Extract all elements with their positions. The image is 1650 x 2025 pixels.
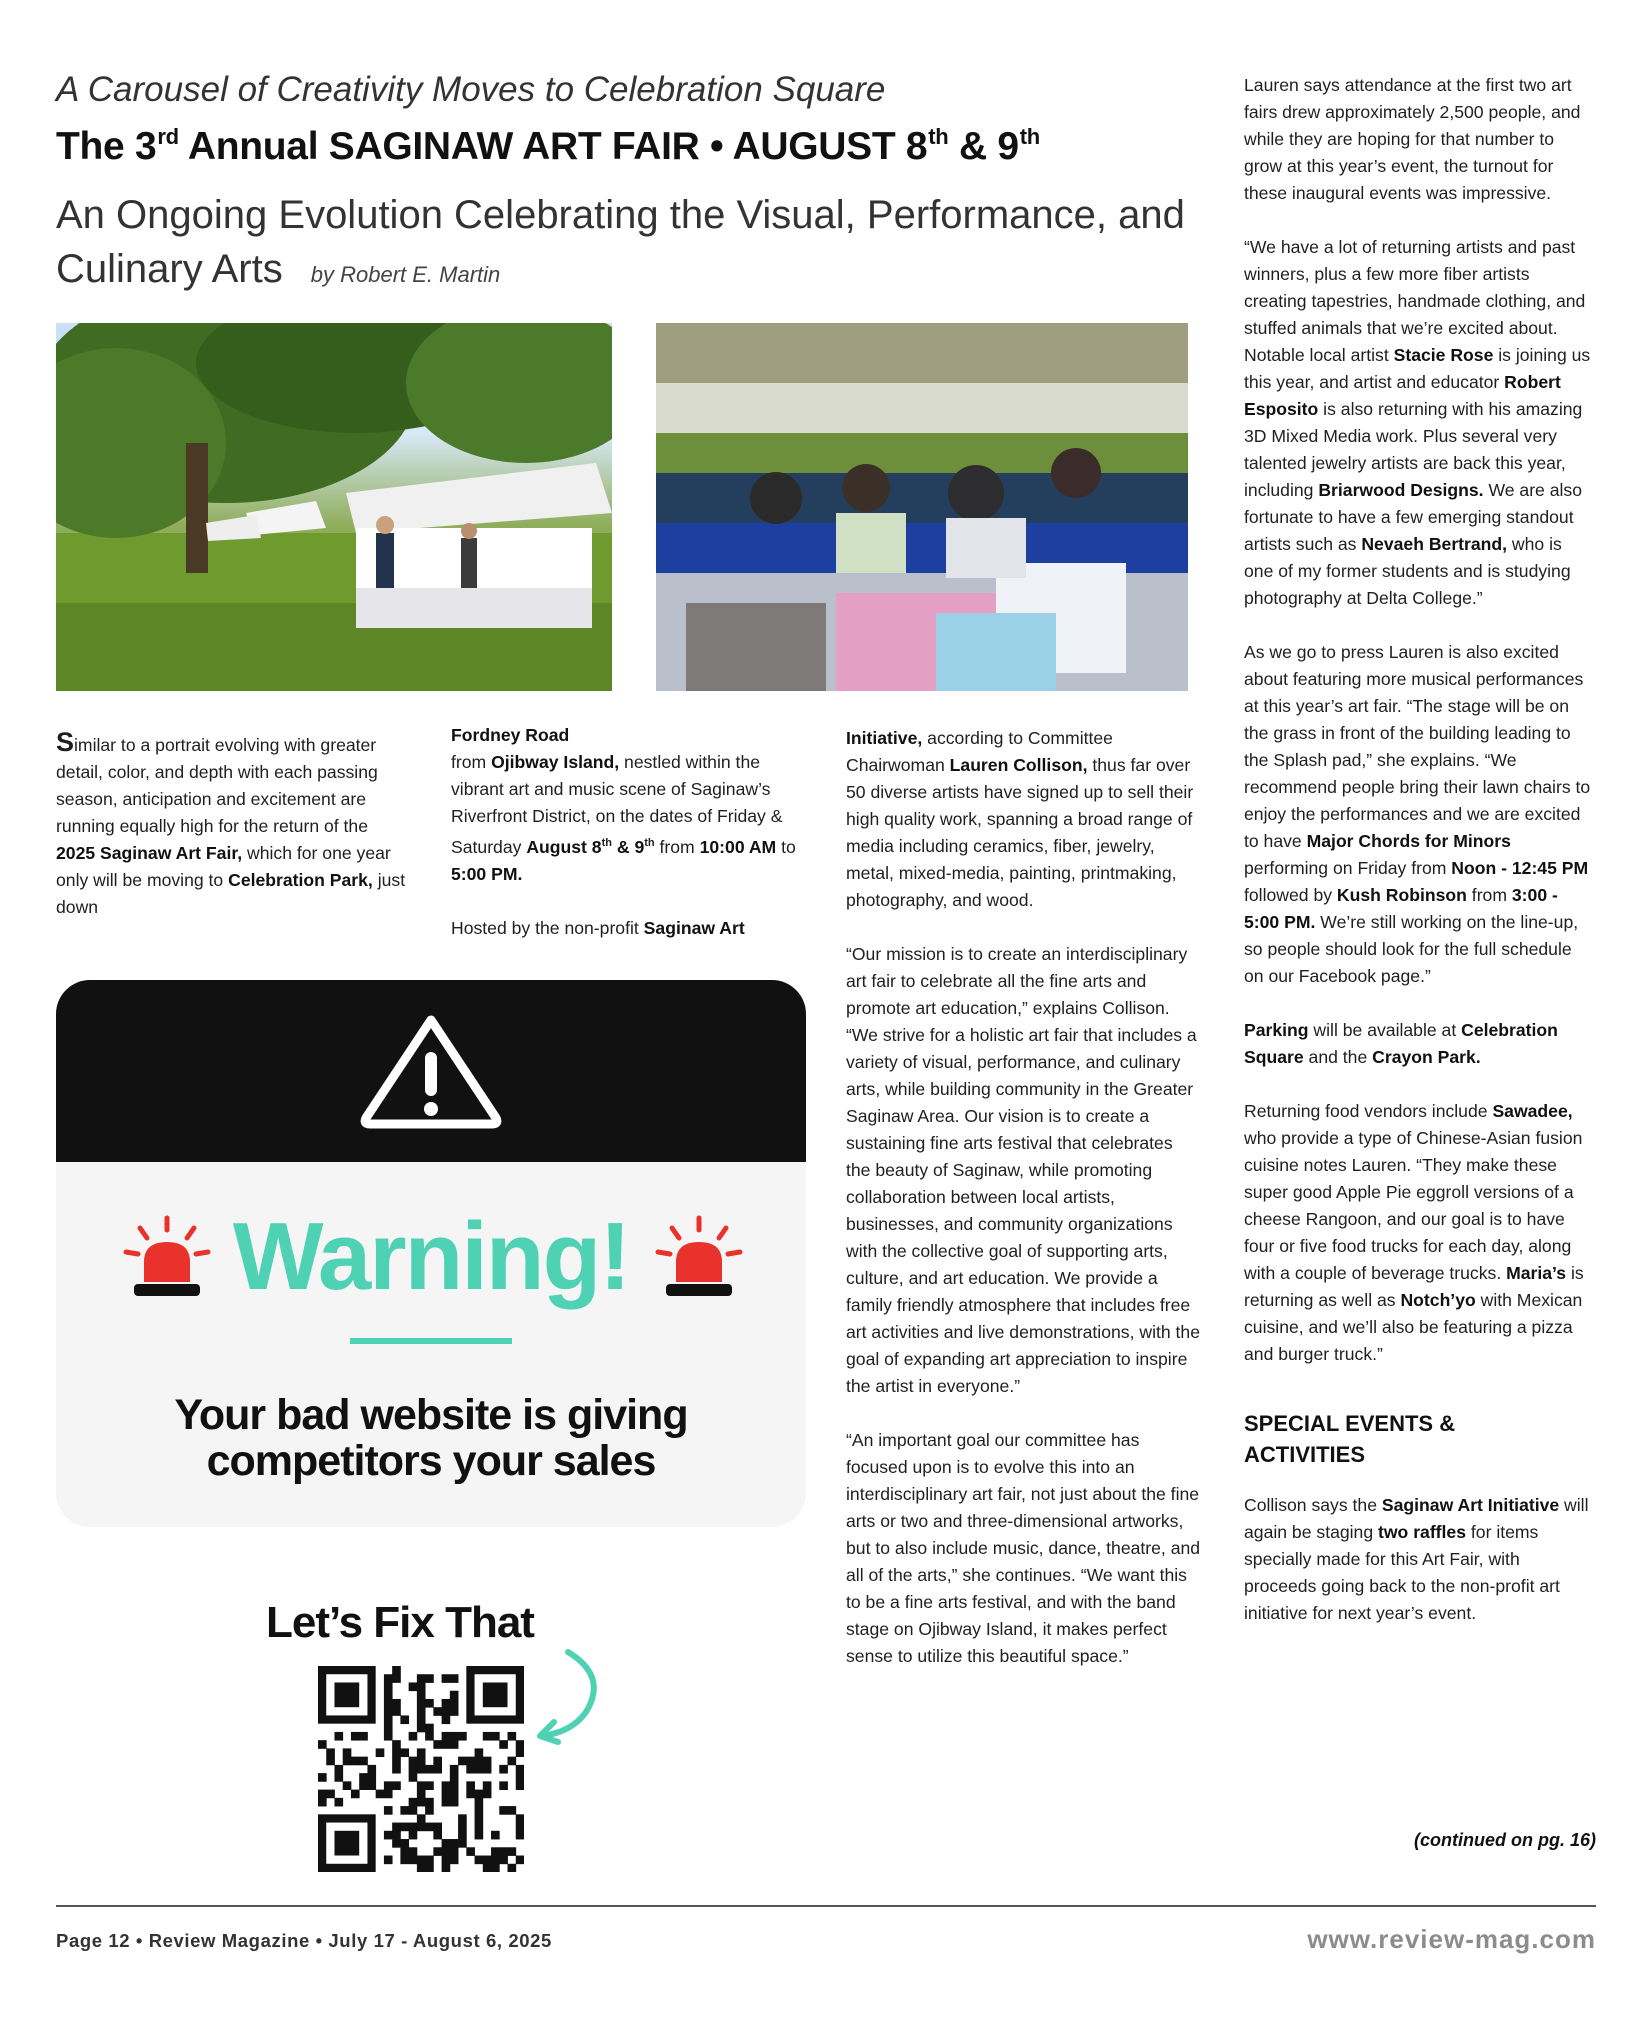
text-run: will be available at	[1308, 1020, 1462, 1040]
bold-text: Notch’yo	[1400, 1290, 1476, 1310]
article-paragraph	[846, 725, 1201, 914]
bold-text: Stacie Rose	[1393, 345, 1494, 365]
text-run: As we go to press Lauren is also excited about featuring more musical performances at this year’s art fair. “The stage will be on the grass in front of the building leading to the Splash pad,” she explains. “We recommend people bring their lawn chairs to enjoy the performances and we are excited to have	[1244, 642, 1591, 851]
bold-text: Sawadee,	[1492, 1101, 1573, 1121]
text-run: to	[776, 837, 796, 857]
article-paragraph: Lauren says attendance at the first two art fairs drew approximately 2,500 people, and while they are hoping for that number to grow at this year’s event, the turnout for these inaugural events was impressive.	[1244, 75, 1581, 203]
bold-text: Nevaeh Bertrand,	[1361, 534, 1508, 554]
text-run: performing on Friday from	[1244, 858, 1452, 878]
bold-text: Fordney Road	[451, 725, 570, 745]
bold-text: Noon - 12:45 PM	[1451, 858, 1589, 878]
bold-text: 10:00 AM	[699, 837, 777, 857]
headline	[56, 124, 1040, 169]
bold-text: Robert Esposito	[1244, 372, 1561, 419]
text-run: is also returning with his amazing 3D Mixed Media work. Plus several very talented jewelry artists are back this year, including	[1244, 399, 1583, 500]
headline-part: Annual SAGINAW ART FAIR • AUGUST 8	[178, 125, 928, 168]
text-run: for items specially made for this Art Fair, with proceeds going back to the non-profit art initiative for next year’s event.	[1244, 1522, 1560, 1623]
bold-text: Parking	[1244, 1020, 1309, 1040]
article-paragraph	[1244, 234, 1596, 612]
bold-text: Saginaw Art	[643, 918, 745, 938]
text-run: “We have a lot of returning artists and past winners, plus a few more fiber artists creating tapestries, handmade clothing, and stuffed animals that we’re excited about. Notable local artist	[1244, 237, 1586, 365]
text-run: We are also fortunate to have a few emerging standout artists such as	[1244, 480, 1583, 554]
text-run: followed by	[1244, 885, 1337, 905]
text-run: thus far over 50 diverse artists have signed up to sell their high quality work, spanning a broad range of media including ceramics, fiber, jewelry, metal, mixed-media, painting, printmaking, photography, and wood.	[846, 755, 1194, 910]
warning-triangle-icon	[356, 1010, 506, 1130]
text-run: from	[1466, 885, 1512, 905]
text-run: will again be staging	[1244, 1495, 1589, 1542]
article-column-3	[846, 725, 1201, 1670]
superscript: th	[601, 837, 612, 849]
ad-divider	[350, 1338, 512, 1344]
qr-code-icon[interactable]	[318, 1666, 524, 1872]
text-run: from	[451, 752, 492, 772]
superscript: th	[644, 837, 655, 849]
text-run: nestled within the vibrant art and music scene of Saginaw’s Riverfront District, on the dates of Friday & Saturday	[451, 752, 783, 857]
bold-text: Initiative,	[846, 728, 923, 748]
article-paragraph: “Our mission is to create an interdisciplinary art fair to celebrate all the fine arts and promote art education,” explains Collison. “We strive for a holistic art fair that includes a variety of visual, performance, and culinary arts, while building community in the Greater Saginaw Area. Our vision is to create a sustaining fine arts festival that celebrates the beauty of Saginaw, while promoting collaboration between local artists, businesses, and community organizations with the collective goal of supporting arts, culture, and art education. We provide a family friendly atmosphere that includes free art activities and live demonstrations, with the goal of expanding art appreciation to inspire the artist in everyone.”	[846, 944, 1200, 1396]
article-paragraph	[56, 729, 406, 921]
curved-arrow-icon	[528, 1646, 608, 1746]
bold-text: 2025 Saginaw Art Fair,	[56, 843, 243, 863]
bold-text: Maria’s	[1506, 1263, 1567, 1283]
article-paragraph	[451, 915, 811, 942]
text-run: from	[654, 837, 700, 857]
drop-cap: S	[56, 727, 75, 757]
text-run: and the	[1303, 1047, 1373, 1067]
section-heading: SPECIAL EVENTS & ACTIVITIES	[1244, 1411, 1456, 1467]
headline-sup: rd	[157, 124, 179, 149]
bold-text: Kush Robinson	[1336, 885, 1467, 905]
article-column-4	[1244, 72, 1596, 1627]
bold-text: 3:00 - 5:00 PM.	[1244, 885, 1558, 932]
footer-page-info: Page 12 • Review Magazine • July 17 - August 6, 2025	[56, 1930, 552, 1951]
text-run: Collison says the	[1244, 1495, 1382, 1515]
text-run: Hosted by the non-profit	[451, 918, 644, 938]
bold-text: Celebration Park,	[228, 870, 373, 890]
bold-text: Crayon Park.	[1372, 1047, 1481, 1067]
bold-text: 5:00 PM.	[451, 864, 523, 884]
headline-sup: th	[1019, 124, 1040, 149]
bold-text: & 9	[611, 837, 645, 857]
photo-art-fair-tents	[56, 323, 612, 691]
text-run: Returning food vendors include	[1244, 1101, 1493, 1121]
subhead	[56, 188, 1236, 302]
bold-text: Lauren Collison,	[949, 755, 1088, 775]
text-run: which for one year only will be moving to	[56, 843, 391, 890]
text-run: who provide a type of Chinese-Asian fusion cuisine notes Lauren. “They make these super good Apple Pie eggroll versions of a cheese Rangoon, and our goal is to have four or five food trucks for each day, along with a couple of beverage trucks.	[1244, 1128, 1583, 1283]
bold-text: Briarwood Designs.	[1318, 480, 1484, 500]
ad-cta-text: Let’s Fix That	[266, 1598, 534, 1647]
continued-note: (continued on pg. 16)	[1414, 1830, 1596, 1850]
siren-icon	[654, 1214, 744, 1304]
ad-header	[56, 980, 806, 1162]
kicker: A Carousel of Creativity Moves to Celebration Square	[56, 70, 886, 109]
bold-text: August 8	[526, 837, 602, 857]
article-column-1	[56, 729, 406, 921]
bold-text: Celebration Square	[1244, 1020, 1558, 1067]
text-run: imilar to a portrait evolving with greater detail, color, and depth with each passing season, anticipation and excitement are running equally high for the return of the	[56, 735, 378, 836]
text-run: We’re still working on the line-up, so people should look for the full schedule on our Facebook page.”	[1244, 912, 1579, 986]
bold-text: Saginaw Art Initiative	[1381, 1495, 1560, 1515]
text-run: according to Committee Chairwoman	[846, 728, 1113, 775]
footer-divider	[56, 1905, 1596, 1907]
byline: by Robert E. Martin	[310, 262, 501, 287]
text-run: is joining us this year, and artist and educator	[1244, 345, 1591, 392]
article-paragraph	[1244, 639, 1596, 990]
article-column-2	[451, 722, 811, 942]
subhead-text: An Ongoing Evolution Celebrating the Visual, Performance, and Culinary Arts	[56, 193, 1185, 291]
article-paragraph	[1244, 1017, 1596, 1071]
headline-part: The 3	[56, 125, 157, 168]
text-run: just down	[56, 870, 406, 917]
bold-text: Ojibway Island,	[491, 752, 620, 772]
article-paragraph: “An important goal our committee has focused upon is to evolve this into an interdisciplinary art fair, not just about the fine arts or two and three-dimensional artworks, but to also include music, dance, theatre, and all of the arts,” she continues. “We want this to be a fine arts festival, and with the band stage on Ojibway Island, it makes perfect sense to utilize this beautiful space.”	[846, 1430, 1201, 1666]
article-paragraph	[1244, 1492, 1596, 1627]
bold-text: two raffles	[1378, 1522, 1467, 1542]
bold-text: Major Chords for Minors	[1306, 831, 1511, 851]
article-paragraph	[451, 722, 811, 888]
article-paragraph	[1244, 1098, 1596, 1368]
photo-art-activity-tent-illustration	[656, 323, 1188, 691]
ad-message: Your bad website is giving competitors your sales	[174, 1391, 688, 1485]
text-run: with Mexican cuisine, and we’ll also be featuring a pizza and burger truck.”	[1244, 1290, 1583, 1364]
ad-body[interactable]	[56, 1162, 806, 1527]
headline-part: & 9	[948, 125, 1019, 168]
photo-art-activity-tent	[656, 323, 1188, 691]
footer-website-link[interactable]: www.review-mag.com	[1307, 1924, 1596, 1954]
ad-warning-text: Warning!	[232, 1203, 630, 1310]
text-run: is returning as well as	[1244, 1263, 1584, 1310]
headline-sup: th	[928, 124, 949, 149]
photo-art-fair-tents-illustration	[56, 323, 612, 691]
text-run: who is one of my former students and is studying photography at Delta College.”	[1244, 534, 1571, 608]
